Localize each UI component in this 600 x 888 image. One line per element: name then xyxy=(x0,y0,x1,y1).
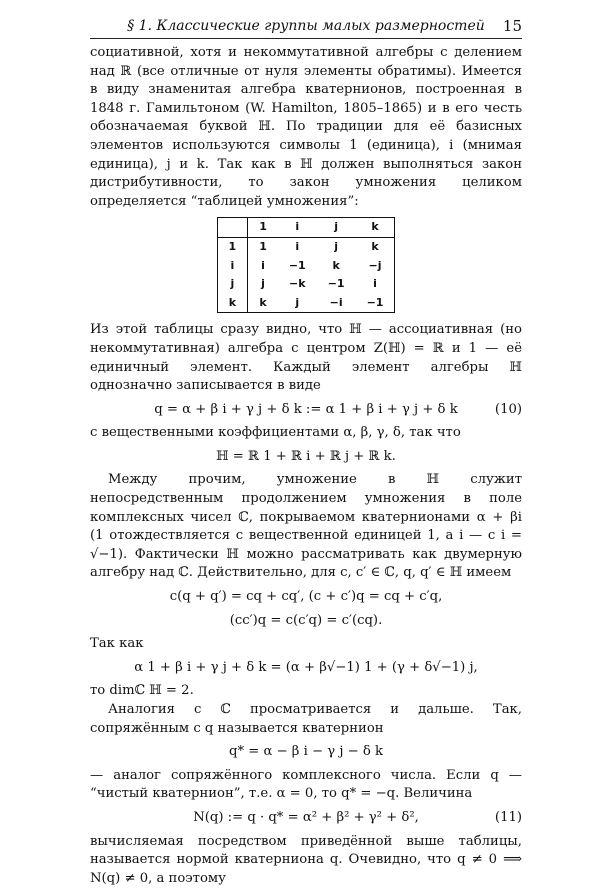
equation-c-linear-1: c(q + q′) = cq + cq′, (c + c′)q = cq + c′q, xyxy=(169,589,443,605)
equation-11-body: N(q) := q · q* = α² + β² + γ² + δ², xyxy=(193,809,419,825)
paragraph-6: то dimℂ ℍ = 2. xyxy=(90,683,194,699)
table-cell: k xyxy=(217,294,248,313)
table-cell: −j xyxy=(368,258,382,272)
paragraph-4: Между прочим, умножение в ℍ служит непосредственным продолжением умножения в поле комплексных чисел ℂ, покрываемом кватернионами α + βi (1 отождествляется с вещественной единицей 1, а i — с i = √−1). Фактически ℍ можно рассматривать как двумерную алгебру над ℂ. Действительно, для c, c′ ∈ ℂ, q, q′ ∈ ℍ имеем xyxy=(90,472,522,581)
table-cell: i xyxy=(261,258,265,272)
table-row xyxy=(217,257,395,276)
equation-dimension: α 1 + β i + γ j + δ k = (α + β√−1) 1 + (γ + δ√−1) j, xyxy=(134,659,478,675)
page-number: 15 xyxy=(502,17,522,35)
paragraph-9: вычисляемая посредством приведённой выше таблицы, называется нормой кватерниона q. Очевидно, что q ≠ 0 ⟹ N(q) ≠ 0, а поэтому xyxy=(90,833,522,886)
paragraph-5: Так как xyxy=(90,636,144,652)
table-row xyxy=(217,275,395,294)
table-cell: j xyxy=(334,239,339,253)
table-cell: i xyxy=(278,218,317,238)
equation-c-linear-2: (cc′)q = c(c′q) = c′(cq). xyxy=(229,612,383,628)
table-cell: −i xyxy=(329,295,343,309)
table-cell: i xyxy=(295,239,300,253)
table-cell: i xyxy=(217,257,248,276)
table-cell: j xyxy=(317,218,356,238)
paragraph-2: Из этой таблицы сразу видно, что ℍ — ассоциативная (но некоммутативная) алгебра с центром Z(ℍ) = ℝ и 1 — её единичный элемент. Каждый элемент алгебры ℍ однозначно записывается в виде xyxy=(90,322,522,394)
table-cell: k xyxy=(371,239,379,253)
equation-10-number: (10) xyxy=(494,401,522,417)
table-header-row xyxy=(217,218,395,238)
equation-11 xyxy=(90,809,522,828)
table-cell: 1 xyxy=(248,218,278,238)
table-cell: −k xyxy=(289,277,306,291)
equation-10 xyxy=(90,401,522,420)
running-header xyxy=(90,16,522,39)
body-text xyxy=(90,44,522,888)
table-cell: −1 xyxy=(288,258,306,272)
table-cell: i xyxy=(373,277,377,291)
equation-10-body: q = α + β i + γ j + δ k := α 1 + β i + γ j + δ k xyxy=(154,401,458,417)
equation-conjugate: q* = α − β i − γ j − δ k xyxy=(229,744,383,760)
equation-11-number: (11) xyxy=(494,809,522,825)
table-cell: k xyxy=(332,258,340,272)
table-cell: k xyxy=(259,295,267,309)
multiplication-table xyxy=(217,217,396,313)
paragraph-3: с вещественными коэффициентами α, β, γ, δ, так что xyxy=(90,425,461,441)
table-cell: 1 xyxy=(259,239,267,253)
paragraph-7: Аналогия с ℂ просматривается и дальше. Так, сопряжённым с q называется кватернион xyxy=(90,702,522,736)
table-cell: j xyxy=(295,295,300,309)
equation-h-decomposition: ℍ = ℝ 1 + ℝ i + ℝ j + ℝ k. xyxy=(216,448,396,464)
table-row xyxy=(217,237,395,256)
table-row xyxy=(217,294,395,313)
table-cell: j xyxy=(217,275,248,294)
table-cell: −1 xyxy=(366,295,384,309)
table-cell: k xyxy=(356,218,395,238)
header-title: § 1. Классические группы малых размерностей xyxy=(127,18,485,34)
paragraph-8: — аналог сопряжённого комплексного числа. Если q — “чистый кватернион”, т.е. α = 0, то q* = −q. Величина xyxy=(90,767,522,802)
table-cell: j xyxy=(261,277,265,291)
table-cell: 1 xyxy=(217,237,248,256)
paragraph-1: социативной, хотя и некоммутативной алгебры с делением над ℝ (все отличные от нуля элементы обратимы). Имеется в виду знаменитая алгебра кватернионов, построенная в 1848 г. Гамильтоном (W. Hamilton, 1805–1865) и в его честь обозначаемая буквой ℍ. По традиции для её базисных элементов используются символы 1 (единица), i (мнимая единица), j и k. Так как в ℍ должен выполняться закон дистрибутивности, то закон умножения целиком определяется “таблицей умножения”: xyxy=(90,45,522,209)
table-cell: −1 xyxy=(327,277,345,291)
table-cell xyxy=(217,218,248,238)
